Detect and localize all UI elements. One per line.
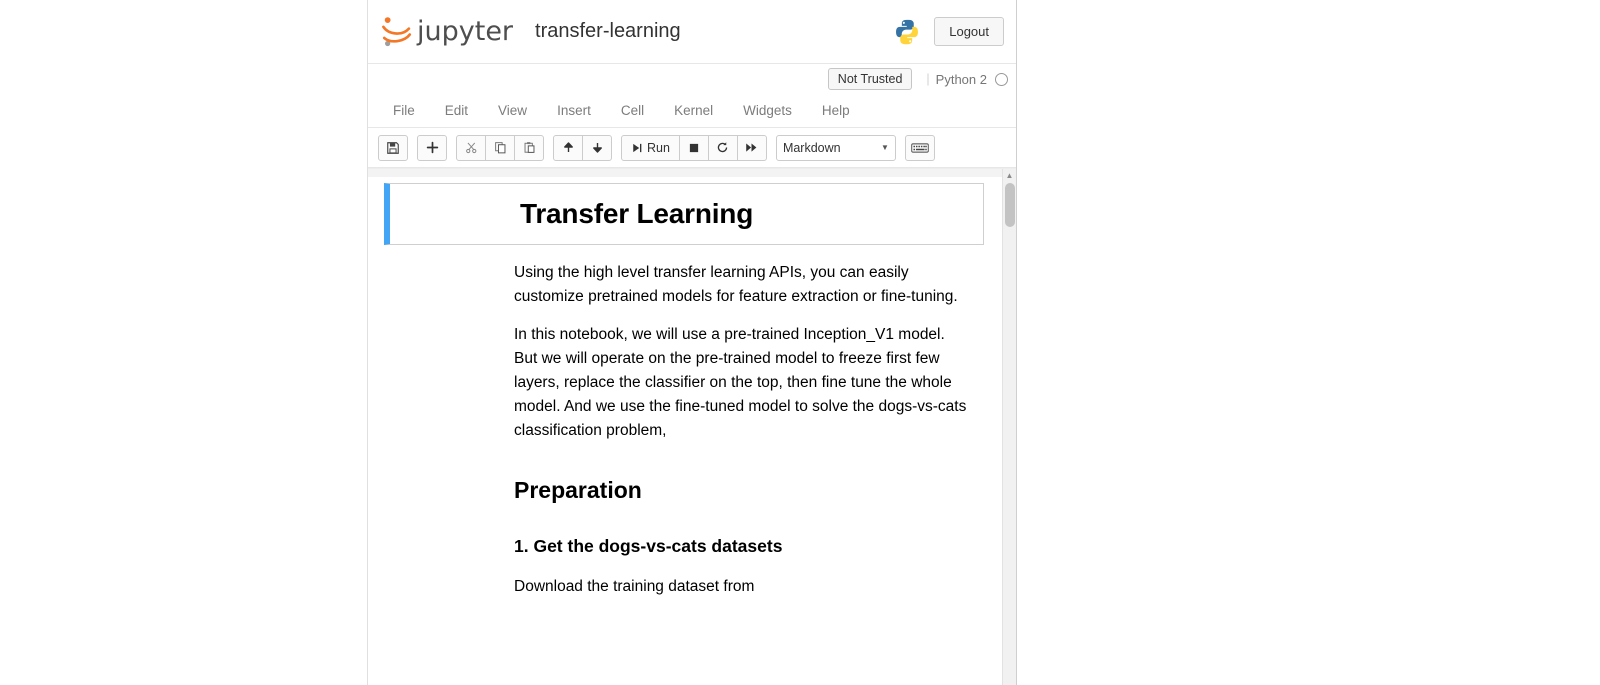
- toolbar-group-run: [621, 135, 767, 161]
- restart-kernel-button[interactable]: [708, 135, 738, 161]
- toolbar-group-keyboard: [905, 135, 935, 161]
- cell-type-select[interactable]: [776, 135, 896, 161]
- notebook-title[interactable]: transfer-learning: [535, 20, 681, 42]
- step1-text: [384, 575, 984, 599]
- kernel-idle-circle-icon[interactable]: [995, 73, 1008, 86]
- arrow-up-icon: [562, 141, 575, 154]
- toolbar-group-add: [417, 135, 447, 161]
- cell-type-value: Markdown: [782, 140, 841, 155]
- markdown-cell-title[interactable]: [384, 183, 984, 245]
- trust-kernel-bar: [368, 64, 1016, 94]
- markdown-cell-step1[interactable]: [384, 536, 984, 599]
- jupyter-logo[interactable]: [380, 15, 513, 49]
- toolbar: [368, 128, 1016, 168]
- notebook-scroll-area: [368, 169, 1002, 685]
- move-cell-up-button[interactable]: [553, 135, 583, 161]
- python-logo-icon: [892, 17, 922, 47]
- jupyter-logo-text: jupyter: [417, 16, 514, 47]
- arrow-down-icon: [591, 141, 604, 154]
- chevron-down-icon: ▼: [881, 143, 889, 152]
- stop-square-icon: [688, 142, 700, 154]
- heading-preparation: Preparation: [514, 477, 642, 504]
- restart-and-run-all-button[interactable]: [737, 135, 767, 161]
- paragraph-3: Download the training dataset from: [514, 578, 755, 596]
- not-trusted-badge[interactable]: Not Trusted: [828, 68, 913, 90]
- toolbar-group-clipboard: [456, 135, 544, 161]
- logout-button[interactable]: Logout: [934, 17, 1004, 47]
- spacer: [384, 557, 984, 575]
- menu-bar: [368, 94, 1016, 128]
- insert-cell-below-button[interactable]: [417, 135, 447, 161]
- menu-item-edit[interactable]: Edit: [444, 103, 469, 118]
- intro-text: [384, 261, 984, 443]
- paste-icon: [523, 141, 536, 154]
- menu-item-insert[interactable]: Insert: [557, 103, 591, 118]
- copy-cell-button[interactable]: [485, 135, 515, 161]
- fast-forward-icon: [745, 141, 758, 154]
- run-cell-button[interactable]: [621, 135, 680, 161]
- paragraph-1: Using the high level transfer learning APIs, you can easily customize pretrained models for feature extraction or fine-tuning.: [514, 264, 958, 306]
- plus-icon: [426, 141, 439, 154]
- copy-icon: [494, 141, 507, 154]
- notebook-header: [368, 0, 1016, 64]
- scissors-icon: [465, 141, 478, 154]
- toolbar-group-save: [378, 135, 408, 161]
- save-disk-icon: [386, 141, 400, 155]
- menu-item-view[interactable]: View: [498, 103, 528, 118]
- scroll-up-arrow[interactable]: ▲: [1005, 171, 1014, 180]
- header-right-group: [892, 17, 1004, 47]
- interrupt-kernel-button[interactable]: [679, 135, 709, 161]
- menu-item-cell[interactable]: Cell: [620, 103, 645, 118]
- cut-cell-button[interactable]: [456, 135, 486, 161]
- toolbar-group-move: [553, 135, 612, 161]
- heading-step-1: 1. Get the dogs-vs-cats datasets: [514, 536, 783, 557]
- save-button[interactable]: [378, 135, 408, 161]
- jupyter-logo-icon: [380, 15, 414, 49]
- jupyter-notebook-window: [367, 0, 1017, 685]
- paragraph-2: In this notebook, we will use a pre-trained Inception_V1 model. But we will operate on the pre-trained model to freeze first few layers, replace the classifier on the top, then fine tune the whole model. And we use the fine-tuned model to solve the dogs-vs-cats classification problem,: [514, 326, 967, 440]
- run-play-icon: [631, 142, 643, 154]
- page-title: Transfer Learning: [520, 198, 754, 229]
- markdown-cell-intro[interactable]: [384, 261, 984, 443]
- menu-item-file[interactable]: File: [393, 103, 415, 118]
- move-cell-down-button[interactable]: [582, 135, 612, 161]
- scrollbar-thumb[interactable]: [1005, 183, 1015, 227]
- menu-item-widgets[interactable]: Widgets: [743, 103, 792, 118]
- command-palette-button[interactable]: [905, 135, 935, 161]
- menu-item-help[interactable]: Help: [821, 103, 850, 118]
- paste-cell-button[interactable]: [514, 135, 544, 161]
- markdown-cell-preparation[interactable]: [384, 477, 984, 504]
- vertical-scrollbar[interactable]: [1002, 169, 1016, 685]
- notebook-body: [368, 168, 1016, 685]
- keyboard-icon: [911, 142, 929, 154]
- kernel-separator: |: [926, 72, 930, 86]
- restart-circle-icon: [716, 141, 729, 154]
- run-label: Run: [647, 140, 670, 155]
- menu-item-kernel[interactable]: Kernel: [674, 103, 714, 118]
- kernel-name-label: Python 2: [935, 71, 987, 87]
